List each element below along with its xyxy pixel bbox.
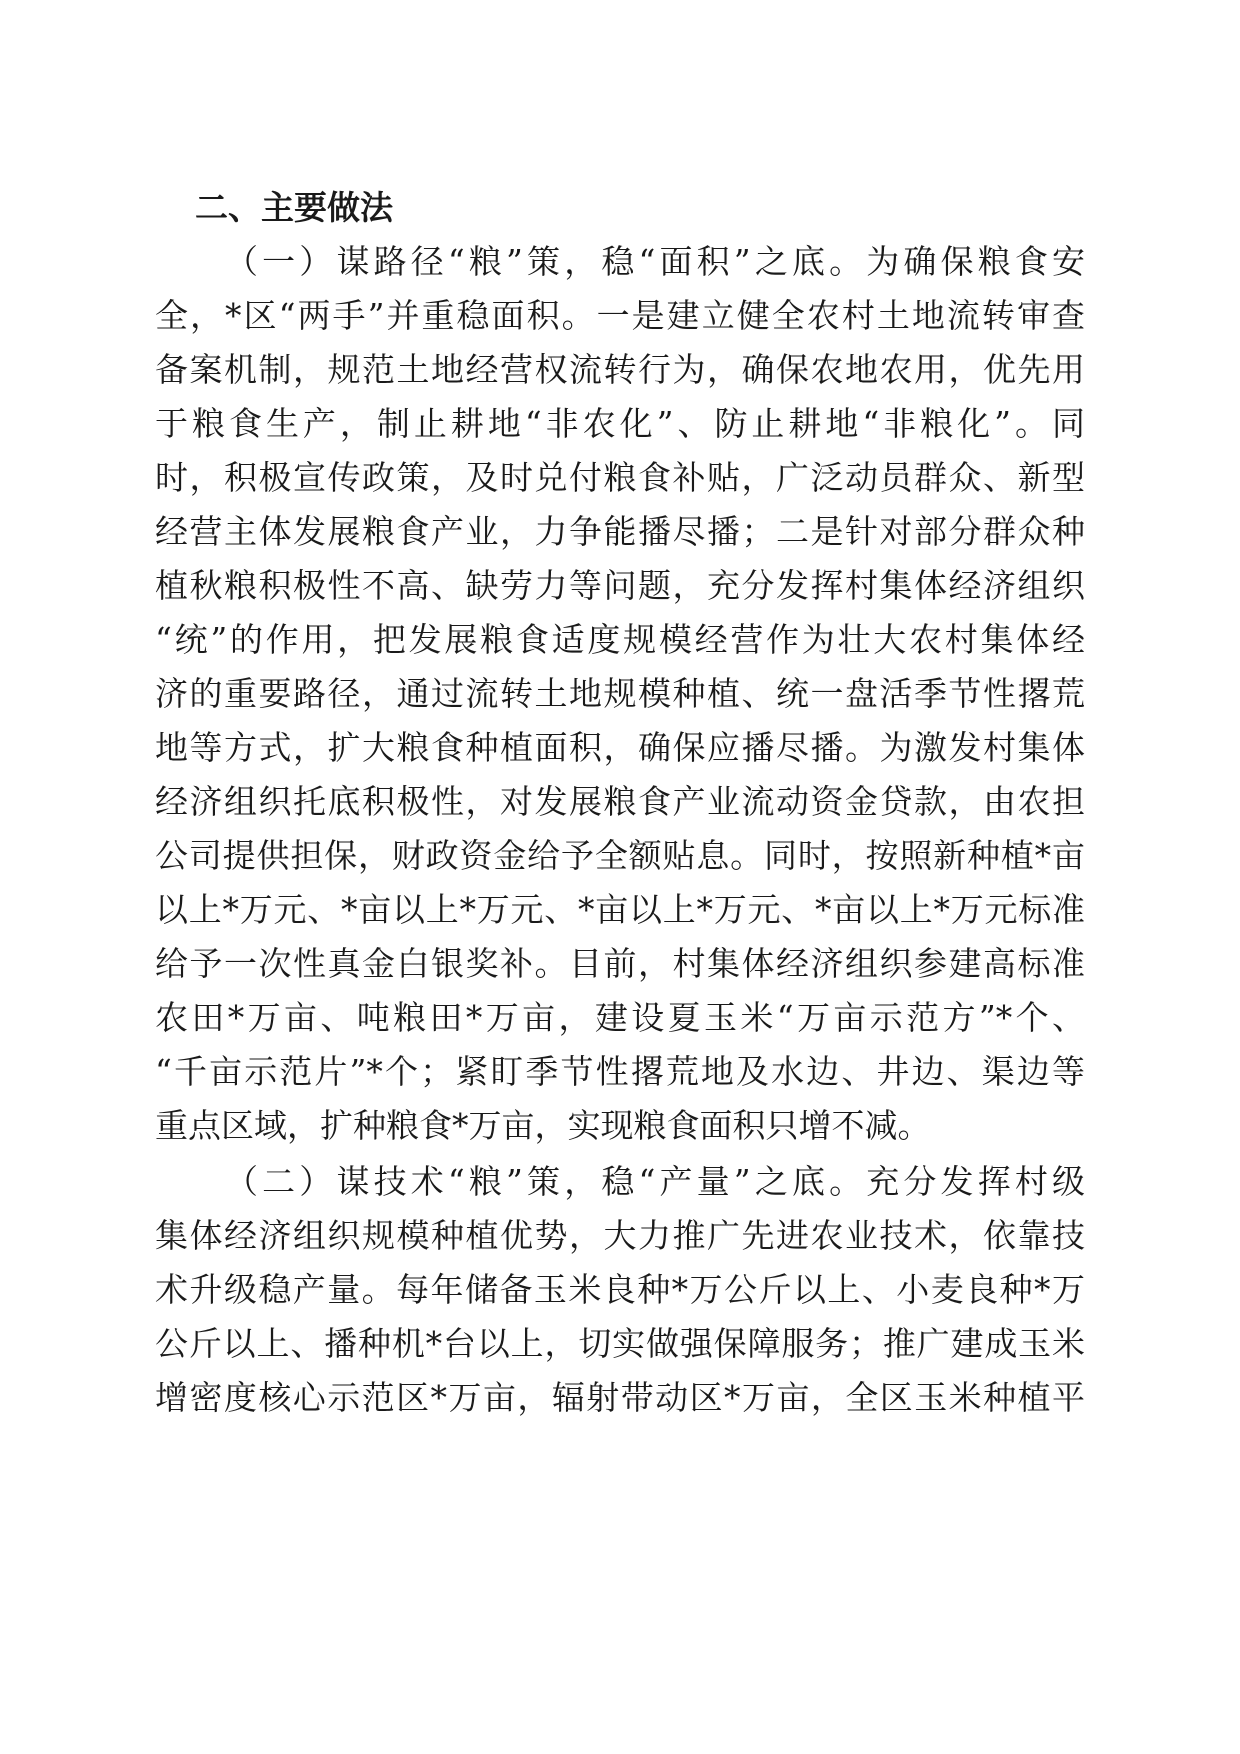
paragraph-line: （一）谋路径“粮”策，稳“面积”之底。为确保粮食安 [225,242,1085,281]
paragraph-line: “统”的作用，把发展粮食适度规模经营作为壮大农村集体经 [155,620,1085,659]
paragraph-line: 农田*万亩、吨粮田*万亩，建设夏玉米“万亩示范方”*个、 [155,998,1085,1037]
paragraph-line: 以上*万元、*亩以上*万元、*亩以上*万元、*亩以上*万元标准 [155,890,1085,929]
paragraph-line: 公司提供担保，财政资金给予全额贴息。同时，按照新种植*亩 [155,836,1085,875]
paragraph-line: 全，*区“两手”并重稳面积。一是建立健全农村土地流转审查 [155,296,1085,335]
paragraph-line: 植秋粮积极性不高、缺劳力等问题，充分发挥村集体经济组织 [155,566,1085,605]
paragraph-line: 地等方式，扩大粮食种植面积，确保应播尽播。为激发村集体 [155,728,1085,767]
paragraph-line: 增密度核心示范区*万亩，辐射带动区*万亩，全区玉米种植平 [155,1378,1085,1417]
paragraph-line: 时，积极宣传政策，及时兑付粮食补贴，广泛动员群众、新型 [155,458,1085,497]
paragraph-line: 重点区域，扩种粮食*万亩，实现粮食面积只增不减。 [155,1106,931,1145]
paragraph-line: “千亩示范片”*个；紧盯季节性撂荒地及水边、井边、渠边等 [155,1052,1085,1091]
paragraph-line: 济的重要路径，通过流转土地规模种植、统一盘活季节性撂荒 [155,674,1085,713]
section-heading: 二、主要做法 [195,188,393,227]
paragraph-line: 经营主体发展粮食产业，力争能播尽播；二是针对部分群众种 [155,512,1085,551]
paragraph-line: 集体经济组织规模种植优势，大力推广先进农业技术，依靠技 [155,1216,1085,1255]
paragraph-line: 术升级稳产量。每年储备玉米良种*万公斤以上、小麦良种*万 [155,1270,1085,1309]
paragraph-line: （二）谋技术“粮”策，稳“产量”之底。充分发挥村级 [225,1162,1085,1201]
paragraph-line: 经济组织托底积极性，对发展粮食产业流动资金贷款，由农担 [155,782,1085,821]
paragraph-line: 备案机制，规范土地经营权流转行为，确保农地农用，优先用 [155,350,1085,389]
paragraph-line: 给予一次性真金白银奖补。目前，村集体经济组织参建高标准 [155,944,1085,983]
paragraph-line: 公斤以上、播种机*台以上，切实做强保障服务；推广建成玉米 [155,1324,1085,1363]
paragraph-line: 于粮食生产，制止耕地“非农化”、防止耕地“非粮化”。同 [155,404,1085,443]
